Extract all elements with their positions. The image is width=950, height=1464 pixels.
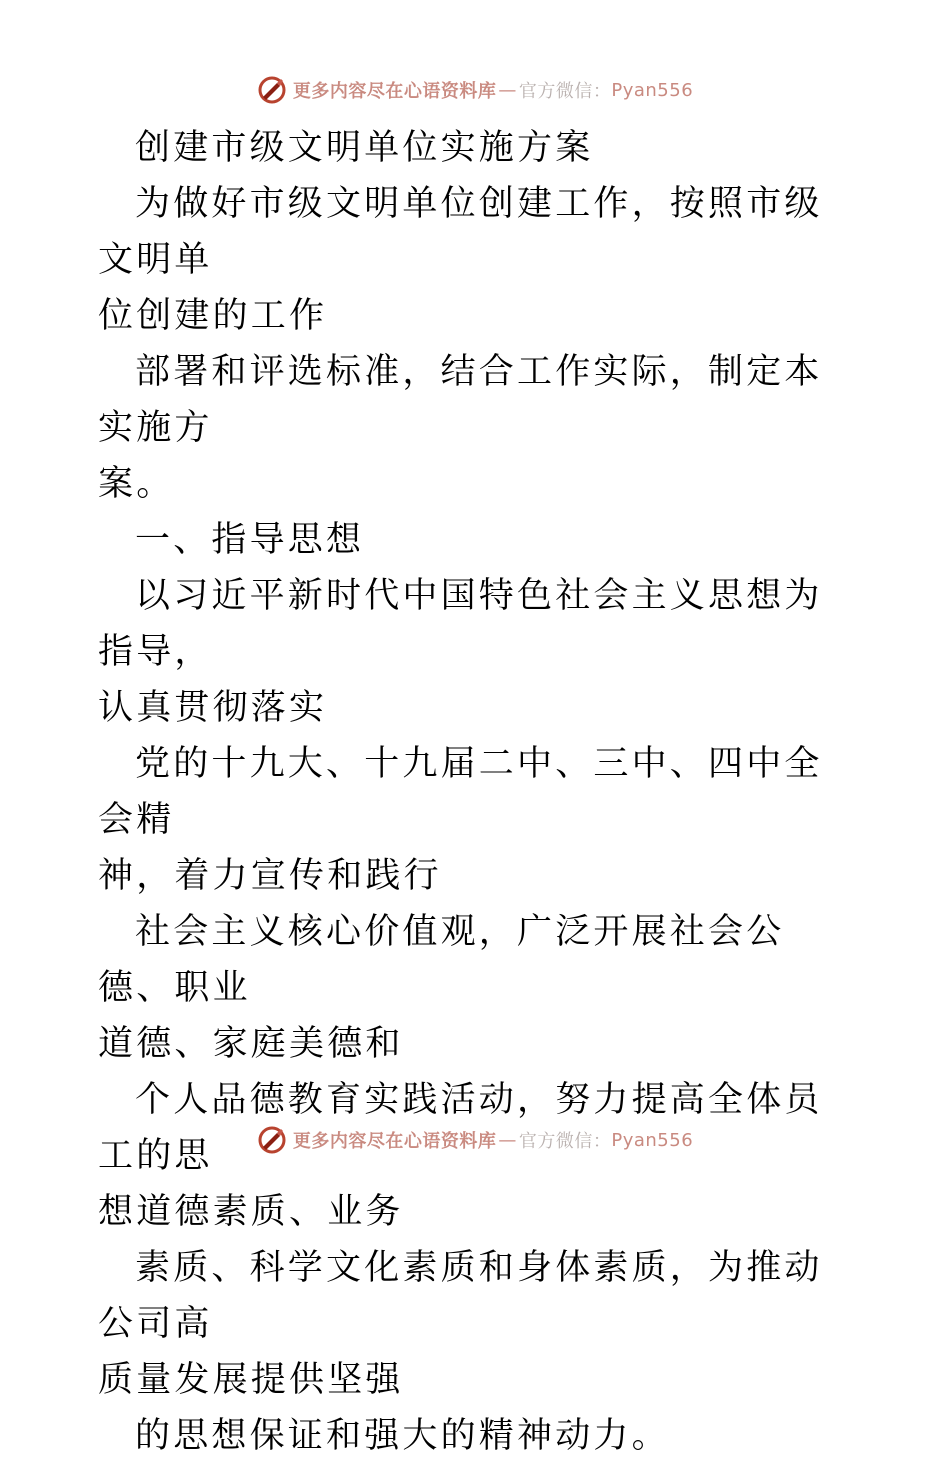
footer-watermark xyxy=(0,1120,950,1160)
watermark-wechat-label: 官方微信： xyxy=(518,81,612,102)
paragraph-line: 党的十九大、十九届二中、三中、四中全会精 xyxy=(98,744,823,840)
watermark-separator: — xyxy=(498,79,517,101)
pen-circle-logo-icon xyxy=(257,1125,287,1155)
paragraph-line: 以习近平新时代中国特色社会主义思想为指导， xyxy=(98,576,823,672)
paragraph-line: 为做好市级文明单位创建工作，按照市级文明单 xyxy=(98,184,823,280)
section-heading: 一、指导思想 xyxy=(135,520,365,560)
document-body xyxy=(98,120,858,1464)
watermark-wechat-id: Pyan556 xyxy=(611,79,694,101)
paragraph-line: 位创建的工作 xyxy=(98,296,328,336)
watermark-separator: — xyxy=(498,1129,517,1151)
paragraph-line: 道德、家庭美德和 xyxy=(98,1024,404,1064)
paragraph-line: 质量发展提供坚强 xyxy=(98,1360,404,1400)
paragraph-line: 认真贯彻落实 xyxy=(98,688,328,728)
watermark-text: 更多内容尽在心语资料库 xyxy=(292,81,497,102)
paragraph-line: 神，着力宣传和践行 xyxy=(98,856,442,896)
watermark-text: 更多内容尽在心语资料库 xyxy=(292,1131,497,1152)
document-title: 创建市级文明单位实施方案 xyxy=(135,128,594,168)
header-watermark xyxy=(0,70,950,110)
paragraph-line: 社会主义核心价值观，广泛开展社会公德、职业 xyxy=(98,912,785,1008)
paragraph-line: 素质、科学文化素质和身体素质，为推动公司高 xyxy=(98,1248,823,1344)
paragraph-line: 部署和评选标准，结合工作实际，制定本实施方 xyxy=(98,352,823,448)
paragraph-line: 案。 xyxy=(98,464,175,504)
paragraph-line: 个人品德教育实践活动，努力提高全体员工的思 xyxy=(98,1080,823,1176)
watermark-wechat-id: Pyan556 xyxy=(611,1129,694,1151)
paragraph-line: 的思想保证和强大的精神动力。 xyxy=(135,1416,670,1456)
pen-circle-logo-icon xyxy=(257,75,287,105)
paragraph-line: 想道德素质、业务 xyxy=(98,1192,404,1232)
watermark-wechat-label: 官方微信： xyxy=(518,1131,612,1152)
